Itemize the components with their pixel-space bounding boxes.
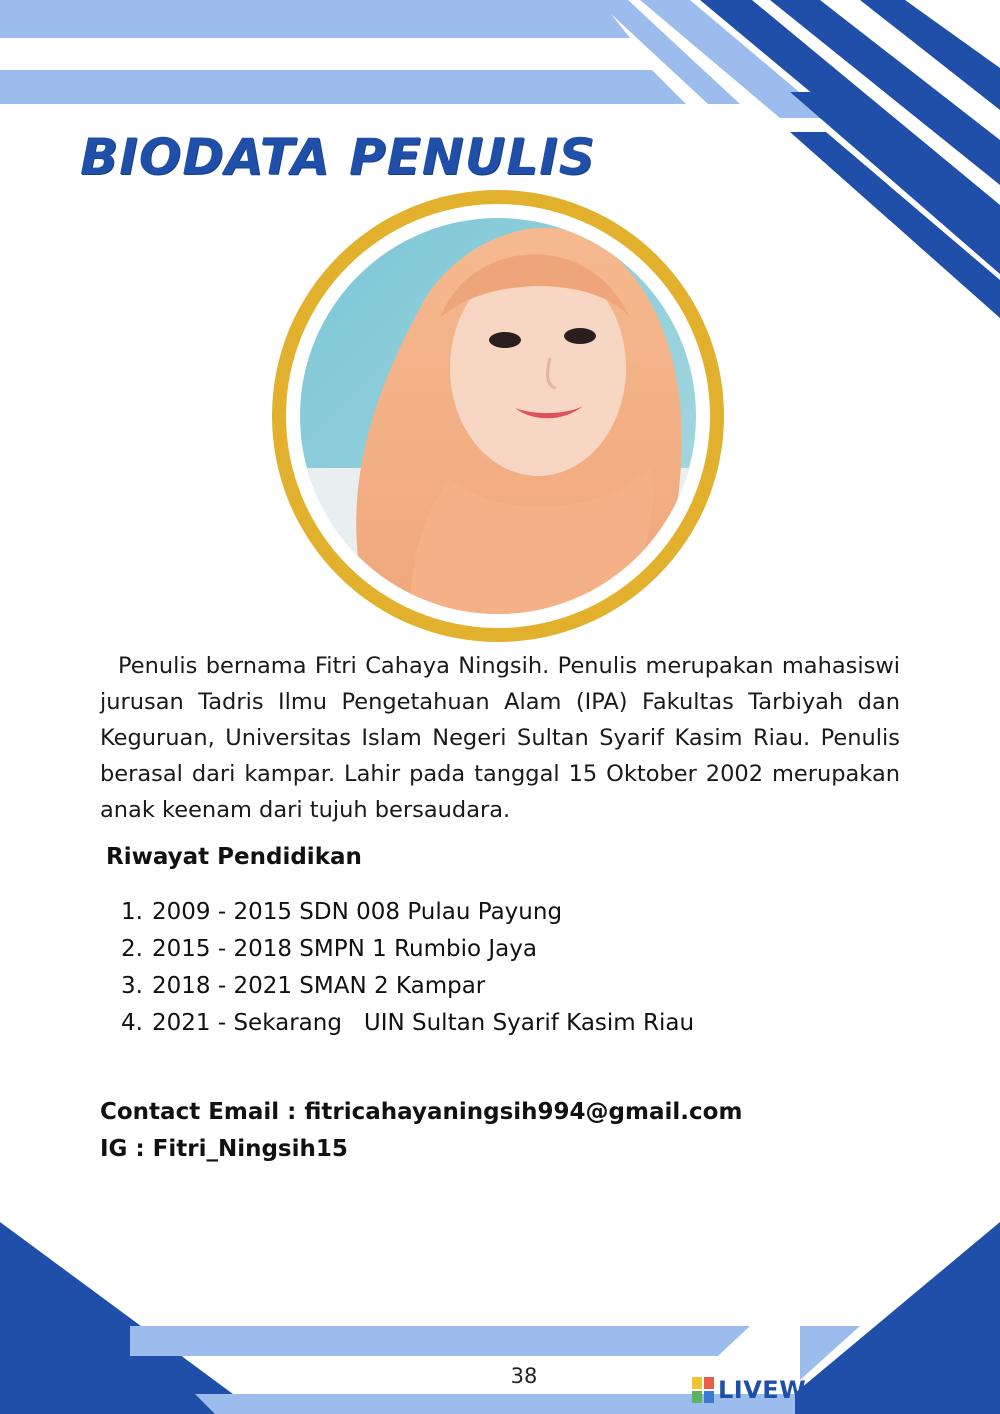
education-heading: Riwayat Pendidikan — [106, 844, 362, 870]
top-stripe-2 — [0, 70, 686, 104]
contact-block — [100, 1094, 742, 1168]
contact-instagram[interactable]: IG : Fitri_Ningsih15 — [100, 1136, 348, 1162]
page-title: BIODATA PENULIS — [80, 128, 596, 186]
education-item: 3. 2018 - 2021 SMAN 2 Kampar — [121, 973, 486, 999]
bio-paragraph: Penulis bernama Fitri Cahaya Ningsih. Penulis merupakan mahasiswi jurusan Tadris Ilmu Pengetahuan Alam (IPA) Fakultas Tarbiyah dan Keguruan, Universitas Islam Negeri Sultan Syarif Kasim Riau. Penulis berasal dari kampar. Lahir pada tanggal 15 Oktober 2002 merupakan anak keenam dari tujuh bersaudara. — [100, 653, 900, 823]
education-item: 2. 2015 - 2018 SMPN 1 Rumbio Jaya — [121, 936, 537, 962]
liveworksheets-logo-icon — [692, 1377, 714, 1403]
bottom-stripe-1 — [130, 1326, 750, 1356]
contact-email[interactable]: Contact Email : fitricahayaningsih994@gmail.com — [100, 1099, 743, 1125]
education-item: 1. 2009 - 2015 SDN 008 Pulau Payung — [121, 899, 563, 925]
top-stripe-1 — [0, 0, 630, 38]
liveworksheets-watermark[interactable] — [692, 1372, 972, 1408]
education-item: 4. 2021 - Sekarang UIN Sultan Syarif Kasim Riau — [121, 1010, 695, 1036]
bottom-left-triangle — [0, 1222, 260, 1414]
watermark-brand: LIVEWORKSHEETS — [718, 1376, 972, 1404]
author-photo — [300, 218, 696, 614]
page-number: 38 — [510, 1364, 538, 1388]
education-list — [112, 894, 694, 1042]
